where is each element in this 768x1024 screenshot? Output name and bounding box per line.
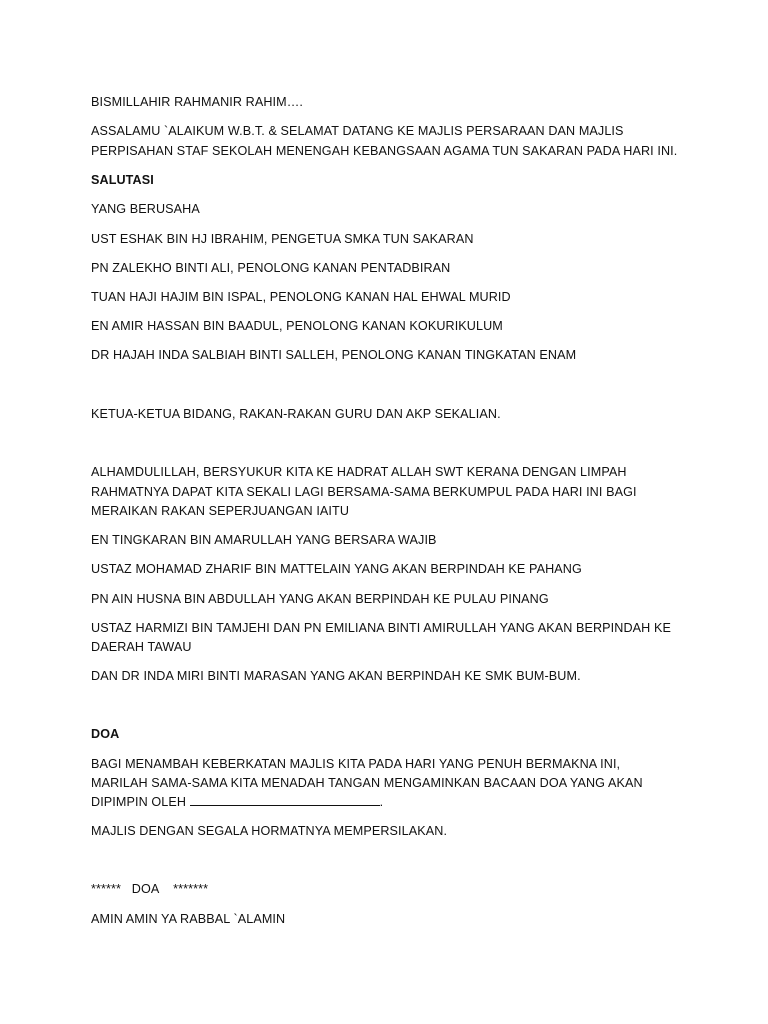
salutation-intro: YANG BERUSAHA xyxy=(91,202,200,216)
name-blank-line xyxy=(190,793,380,806)
doa-led-by-line xyxy=(91,793,691,813)
salutation-closing: KETUA-KETUA BIDANG, RAKAN-RAKAN GURU DAN AKP SEKALIAN. xyxy=(91,407,501,421)
honoree-line: DAERAH TAWAU xyxy=(91,640,192,654)
honoree-line: USTAZ HARMIZI BIN TAMJEHI DAN PN EMILIANA BINTI AMIRULLAH YANG AKAN BERPINDAH KE xyxy=(91,621,671,635)
opening-line: BISMILLAHIR RAHMANIR RAHIM…. xyxy=(91,95,304,109)
doa-line-2: MARILAH SAMA-SAMA KITA MENADAH TANGAN MENGAMINKAN BACAAN DOA YANG AKAN xyxy=(91,776,643,790)
salutation-name: TUAN HAJI HAJIM BIN ISPAL, PENOLONG KANAN HAL EHWAL MURID xyxy=(91,290,511,304)
honoree-line: PN AIN HUSNA BIN ABDULLAH YANG AKAN BERPINDAH KE PULAU PINANG xyxy=(91,592,549,606)
greeting-line-2: PERPISAHAN STAF SEKOLAH MENENGAH KEBANGSAAN AGAMA TUN SAKARAN PADA HARI INI. xyxy=(91,144,678,158)
greeting-line-1: ASSALAMU `ALAIKUM W.B.T. & SELAMAT DATANG KE MAJLIS PERSARAAN DAN MAJLIS xyxy=(91,124,624,138)
salutation-heading: SALUTASI xyxy=(91,173,154,187)
doa-line-1: BAGI MENAMBAH KEBERKATAN MAJLIS KITA PADA HARI YANG PENUH BERMAKNA INI, xyxy=(91,757,621,771)
doa-led-by-label: DIPIMPIN OLEH xyxy=(91,795,190,809)
gratitude-line-2: RAHMATNYA DAPAT KITA SEKALI LAGI BERSAMA-SAMA BERKUMPUL PADA HARI INI BAGI xyxy=(91,485,637,499)
honoree-line: USTAZ MOHAMAD ZHARIF BIN MATTELAIN YANG AKAN BERPINDAH KE PAHANG xyxy=(91,562,582,576)
amin-line: AMIN AMIN YA RABBAL `ALAMIN xyxy=(91,912,286,926)
salutation-name: DR HAJAH INDA SALBIAH BINTI SALLEH, PENOLONG KANAN TINGKATAN ENAM xyxy=(91,348,577,362)
salutation-name: EN AMIR HASSAN BIN BAADUL, PENOLONG KANAN KOKURIKULUM xyxy=(91,319,503,333)
gratitude-line-3: MERAIKAN RAKAN SEPERJUANGAN IAITU xyxy=(91,504,350,518)
doa-marker: ****** DOA ******* xyxy=(91,882,209,896)
doa-heading: DOA xyxy=(91,727,120,741)
gratitude-line-1: ALHAMDULILLAH, BERSYUKUR KITA KE HADRAT ALLAH SWT KERANA DENGAN LIMPAH xyxy=(91,465,627,479)
doa-invite: MAJLIS DENGAN SEGALA HORMATNYA MEMPERSILAKAN. xyxy=(91,824,448,838)
salutation-name: PN ZALEKHO BINTI ALI, PENOLONG KANAN PENTADBIRAN xyxy=(91,261,451,275)
salutation-name: UST ESHAK BIN HJ IBRAHIM, PENGETUA SMKA TUN SAKARAN xyxy=(91,232,474,246)
honoree-line: DAN DR INDA MIRI BINTI MARASAN YANG AKAN BERPINDAH KE SMK BUM-BUM. xyxy=(91,669,581,683)
honoree-line: EN TINGKARAN BIN AMARULLAH YANG BERSARA WAJIB xyxy=(91,533,437,547)
doa-led-by-end: . xyxy=(379,795,384,809)
